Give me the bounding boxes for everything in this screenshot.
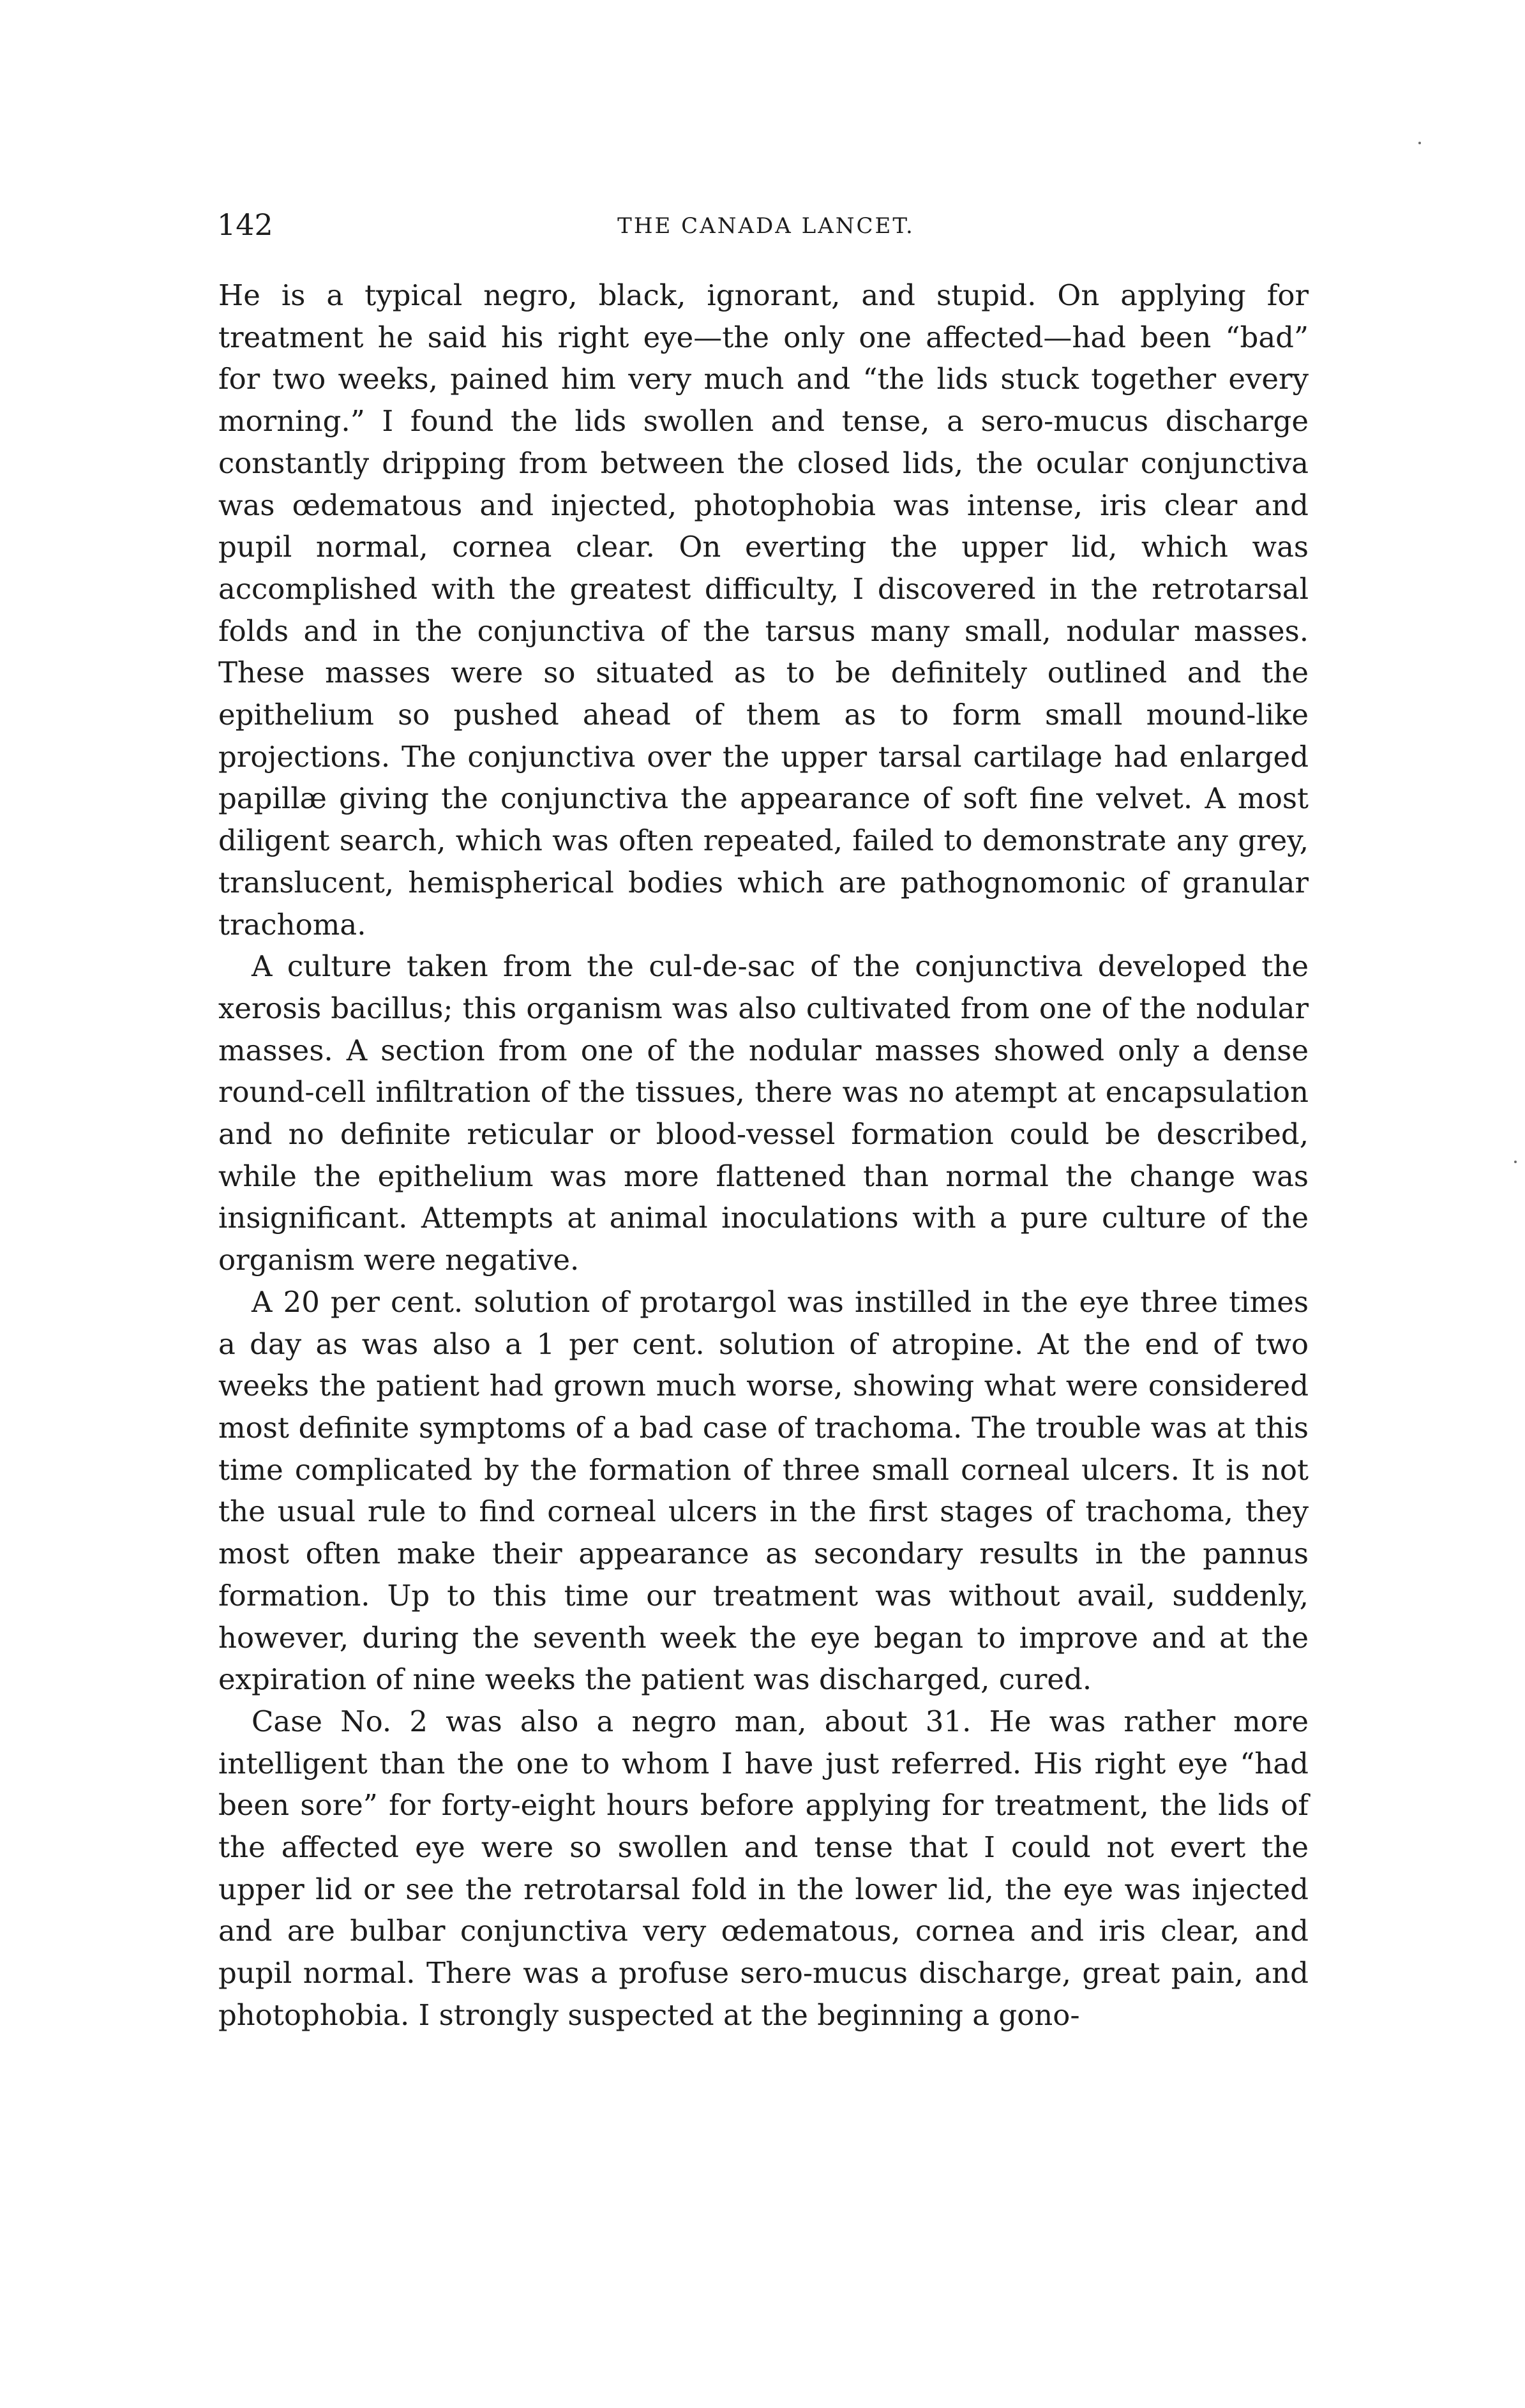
article-body (218, 275, 1309, 2036)
scan-speck (1514, 1161, 1517, 1163)
page-number: 142 (217, 207, 273, 242)
running-title: THE CANADA LANCET. (617, 213, 915, 239)
paragraph-case-two: Case No. 2 was also a negro man, about 31. He was rather more intelligent than the one to whom I have just referred. His right eye “had been sore” for forty-eight hours before applying for treatment, the lids of the affected eye were so swollen and tense that I could not evert the upper lid or see the retrotarsal fold in the lower lid, the eye was injected and are bulbar conjunctiva very œdematous, cornea and iris clear, and pupil normal. There was a profuse sero-mucus discharge, great pain, and photophobia. I strongly suspected at the beginning a gono- (218, 1704, 1309, 2032)
paragraph-treatment: A 20 per cent. solution of protargol was instilled in the eye three times a day as was also a 1 per cent. solution of atropine. At the end of two weeks the patient had grown much worse, showing what were considered most definite symptoms of a bad case of trachoma. The trouble was at this time complicated by the formation of three small corneal ulcers. It is not the usual rule to find corneal ulcers in the first stages of trachoma, they most often make their appearance as secondary results in the pannus formation. Up to this time our treatment was without avail, suddenly, however, during the seventh week the eye began to improve and at the expiration of nine weeks the patient was discharged, cured. (218, 1284, 1309, 1697)
paragraph-case-one-findings: He is a typical negro, black, ignorant, and stupid. On applying for treatment he said his right eye—the only one affected—had been “bad” for two weeks, pained him very much and “the lids stuck together every morning.” I found the lids swollen and tense, a sero-mucus discharge constantly dripping from between the closed lids, the ocular conjunctiva was œdematous and injected, photophobia was intense, iris clear and pupil normal, cornea clear. On everting the upper lid, which was accomplished with the greatest difficulty, I discovered in the retrotarsal folds and in the conjunctiva of the tarsus many small, nodular masses. These masses were so situated as to be definitely outlined and the epithelium so pushed ahead of them as to form small mound-like projections. The conjunctiva over the upper tarsal cartilage had enlarged papillæ giving the conjunctiva the appearance of soft fine velvet. A most diligent search, which was often repeated, failed to demonstrate any grey, translucent, hemispherical bodies which are pathognomonic of granular trachoma. (218, 278, 1309, 942)
paragraph-culture: A culture taken from the cul-de-sac of the conjunctiva developed the xerosis bacillus; this organism was also cultivated from one of the nodular masses. A section from one of the nodular masses showed only a dense round-cell infiltration of the tissues, there was no atempt at encapsulation and no definite reticular or blood-vessel formation could be described, while the epithelium was more flattened than normal the change was insignificant. Attempts at animal inoculations with a pure culture of the organism were negative. (218, 949, 1309, 1277)
scan-speck (1418, 142, 1421, 144)
page-header (217, 206, 1302, 244)
